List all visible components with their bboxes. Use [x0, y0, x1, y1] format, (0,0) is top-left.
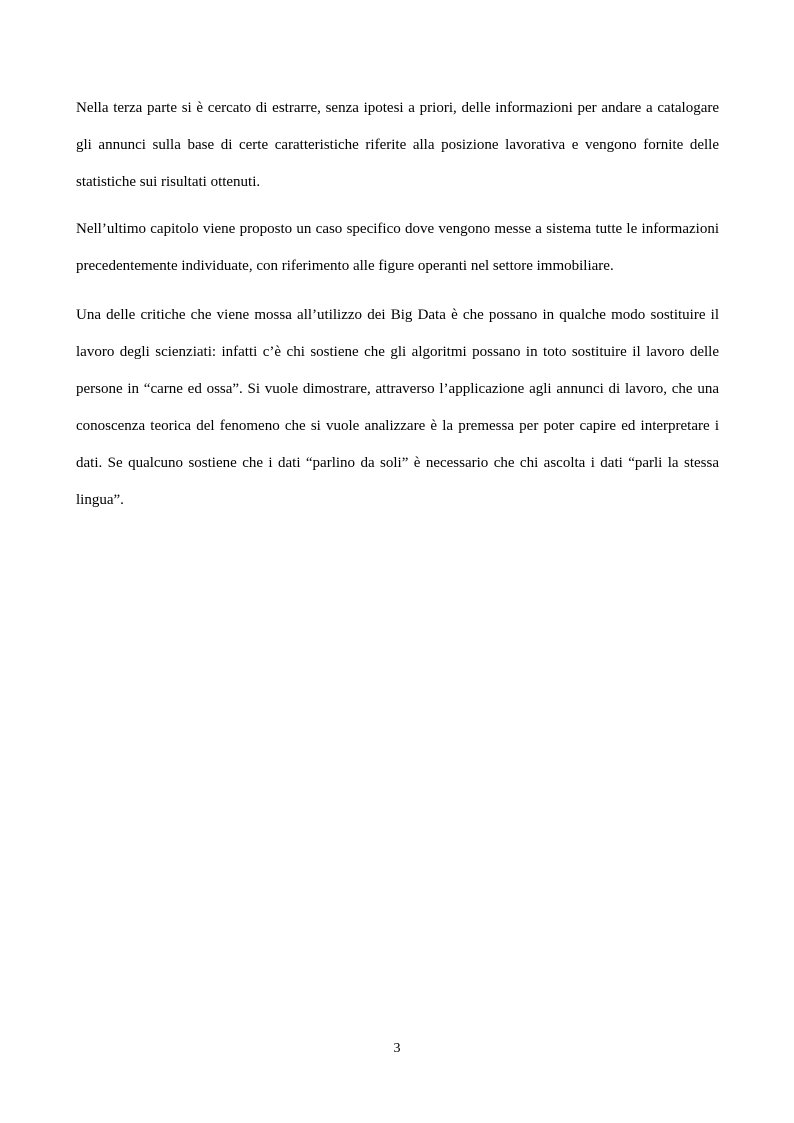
paragraph-1: Nella terza parte si è cercato di estrarre, senza ipotesi a priori, delle informazioni per andare a catalogare gli annunci sulla base di certe caratteristiche riferite alla posizione lavorativa e vengono fornite delle statistiche sui risultati ottenuti.	[76, 100, 719, 190]
paragraph-2: Nell’ultimo capitolo viene proposto un caso specifico dove vengono messe a sistema tutte le informazioni precedentemente individuate, con riferimento alle figure operanti nel settore immobiliare.	[76, 221, 719, 274]
page-number: 3	[393, 1041, 401, 1056]
body-text	[76, 90, 719, 531]
paragraph-3: Una delle critiche che viene mossa all’utilizzo dei Big Data è che possano in qualche modo sostituire il lavoro degli scienziati: infatti c’è chi sostiene che gli algoritmi possano in toto sostituire il lavoro delle persone in “carne ed ossa”. Si vuole dimostrare, attraverso l’applicazione agli annunci di lavoro, che una conoscenza teorica del fenomeno che si vuole analizzare è la premessa per poter capire ed interpretare i dati. Se qualcuno sostiene che i dati “parlino da soli” è necessario che chi ascolta i dati “parli la stessa lingua”.	[76, 307, 719, 508]
